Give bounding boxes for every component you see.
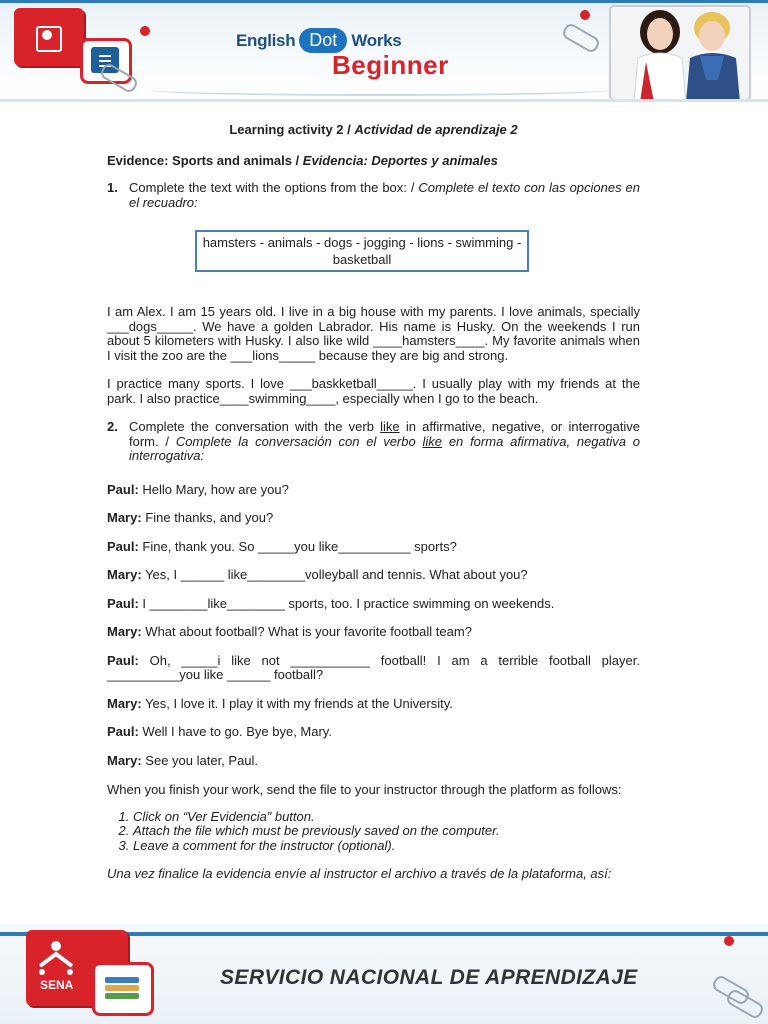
conversation-line[interactable]: [107, 483, 640, 498]
line-text: Yes, I ______ like________volleyball and tennis. What about you?: [141, 567, 528, 582]
sena-logo-icon: [34, 936, 78, 980]
conversation-line[interactable]: [107, 625, 640, 640]
books-icon: [92, 962, 154, 1016]
sena-logo-text: SENA: [40, 978, 74, 992]
institution-name: SERVICIO NACIONAL DE APRENDIZAJE: [220, 966, 638, 989]
pushpin-icon: [580, 10, 590, 20]
brand-dot: Dot: [299, 28, 347, 53]
task-2-spanish-verb: like: [422, 433, 443, 449]
task-2-verb: like: [380, 419, 400, 434]
task-2: [107, 420, 640, 464]
header-wave: [150, 84, 610, 96]
task-1-spanish: Complete el texto con las opciones en el recuadro:: [129, 180, 640, 210]
pushpin-icon: [724, 936, 734, 946]
task-2-spanish-b: en forma afirmativa, negativa o interrogativa:: [129, 433, 641, 463]
line-text: I ________like________ sports, too. I practice swimming on weekends.: [138, 595, 555, 611]
conversation-line[interactable]: [107, 568, 640, 583]
conversation-line[interactable]: [107, 654, 640, 683]
final-instructions-spanish: Una vez finalice la evidencia envíe al instructor el archivo a través de la plataforma, así:: [107, 866, 612, 881]
speaker-name: Paul:: [107, 724, 139, 739]
evidence-heading: [107, 154, 640, 169]
conversation-line[interactable]: [107, 597, 640, 612]
task-2-spanish-a: Complete la conversación con el verbo: [175, 433, 423, 449]
steps-list: [107, 810, 640, 854]
task-2-text-a: Complete the conversation with the verb: [129, 419, 381, 434]
line-text: What about football? What is your favorite football team?: [141, 624, 472, 639]
speaker-name: Mary:: [107, 695, 142, 711]
step-item: 3. Leave a comment for the instructor (optional).: [133, 839, 640, 854]
line-text: Fine, thank you. So _____you like__________ sports?: [138, 538, 457, 554]
speaker-name: Mary:: [107, 624, 142, 639]
task-1: [107, 181, 640, 210]
speaker-name: Paul:: [107, 481, 139, 497]
conversation-line[interactable]: [107, 540, 640, 555]
line-text: Yes, I love it. I play it with my friends at the University.: [141, 695, 453, 711]
line-text: Well I have to go. Bye bye, Mary.: [138, 724, 332, 739]
brand-english: English: [236, 31, 296, 50]
line-text: See you later, Paul.: [141, 752, 259, 768]
speaker-name: Paul:: [107, 538, 139, 554]
paragraph-sports[interactable]: I practice many sports. I love ___baskketball_____. I usually play with my friends at the park. I also practice____swimming____, especially when I go to the beach.: [107, 376, 640, 406]
line-text: Oh, _____i like not ___________ football! I am a terrible football player. __________you like ______ football?: [107, 652, 640, 682]
brand-works: Works: [351, 31, 402, 50]
line-text: Hello Mary, how are you?: [138, 481, 289, 497]
header-bottom-line: [0, 99, 768, 102]
user-icon: [14, 8, 84, 66]
pushpin-icon: [140, 26, 150, 36]
speaker-name: Paul:: [107, 595, 139, 611]
line-text: Fine thanks, and you?: [141, 510, 274, 525]
step-item: 1. Click on “Ver Evidencia” button.: [133, 810, 640, 825]
title-english: Learning activity 2 /: [229, 122, 355, 137]
speaker-name: Mary:: [107, 510, 142, 525]
activity-title: [107, 123, 640, 138]
title-spanish: Actividad de aprendizaje 2: [354, 122, 518, 137]
students-illustration: [600, 2, 760, 102]
send-instructions: When you finish your work, send the file to your instructor through the platform as follows:: [107, 782, 622, 797]
speaker-name: Mary:: [107, 567, 142, 582]
task-2-number: 2.: [107, 419, 118, 434]
conversation-line[interactable]: [107, 754, 640, 769]
evidence-english: Evidence: Sports and animals /: [107, 152, 303, 168]
conversation-line[interactable]: [107, 511, 640, 526]
speaker-name: Mary:: [107, 752, 142, 768]
task-1-english: Complete the text with the options from the box: /: [129, 180, 419, 195]
word-options-box: hamsters - animals - dogs - jogging - lions - swimming - basketball: [195, 230, 529, 272]
conversation-line[interactable]: [107, 697, 640, 712]
page-footer: [0, 924, 768, 1024]
task-1-instruction: [129, 181, 640, 210]
paragraph-alex[interactable]: I am Alex. I am 15 years old. I live in a big house with my parents. I love animals, specially ___dogs_____. We have a golden Labrador. His name is Husky. On the weekends I run about 5 kilometers with Husky. I also like wild ____hamsters____. My favorite animals when I visit the zoo are the ___lions_____ because they are big and strong.: [107, 304, 640, 363]
level-title: Beginner: [332, 50, 449, 80]
task-2-text-b: in affirmative, negative, or interrogative form. /: [129, 419, 640, 449]
conversation: [107, 483, 640, 769]
step-item: 2. Attach the file which must be previously saved on the computer.: [133, 824, 640, 839]
paperclip-icon: [561, 22, 602, 55]
document-body: [107, 118, 640, 882]
speaker-name: Paul:: [107, 652, 139, 668]
task-1-number: 1.: [107, 180, 118, 195]
evidence-spanish: Evidencia: Deportes y animales: [302, 152, 498, 168]
conversation-line[interactable]: [107, 725, 640, 740]
task-2-instruction: [129, 420, 640, 464]
page-header: [0, 0, 768, 102]
